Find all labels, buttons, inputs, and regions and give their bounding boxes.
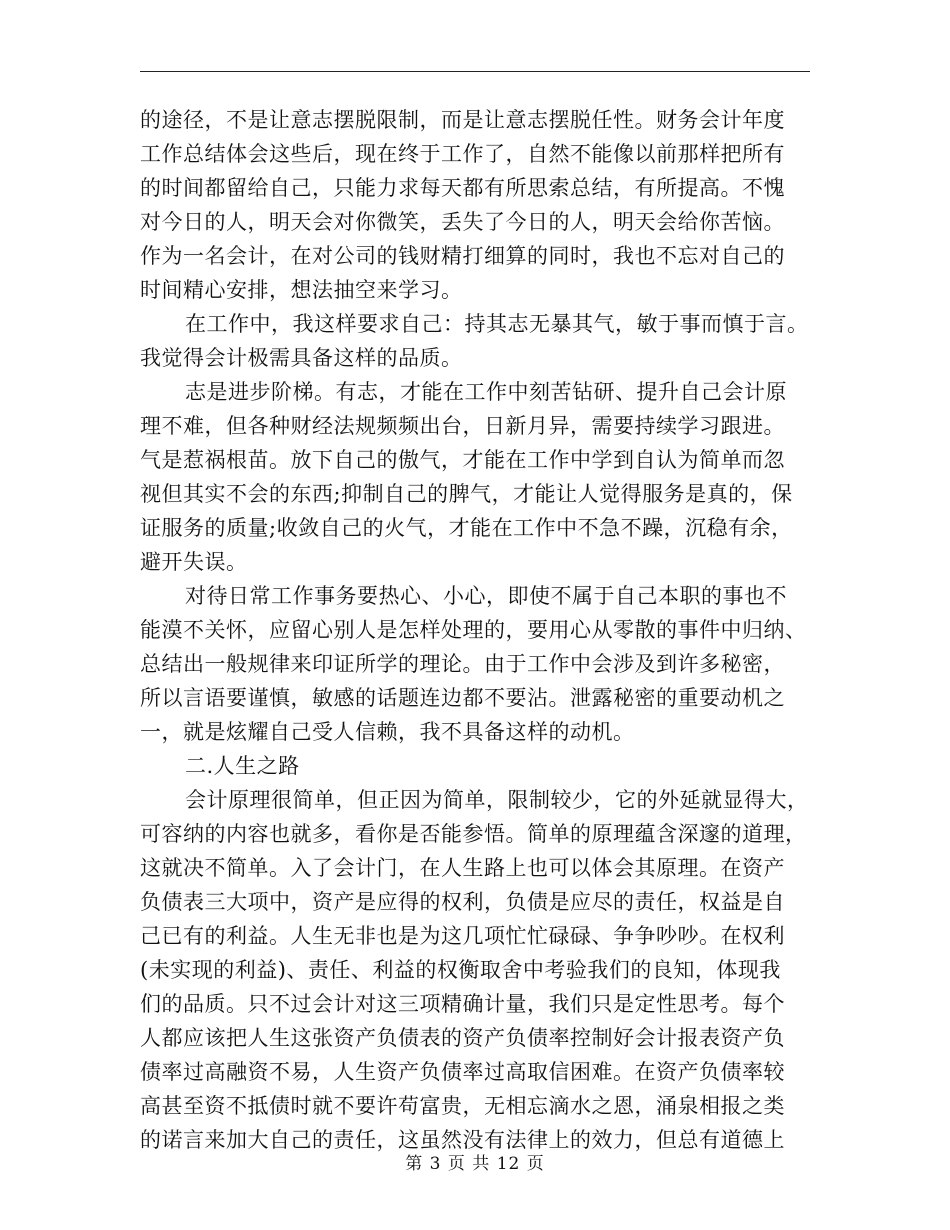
text-line: 时间精心安排，想法抽空来学习。 bbox=[140, 278, 463, 302]
text-line: 己已有的利益。人生无非也是为这几项忙忙碌碌、争争吵吵。在权利 bbox=[140, 924, 785, 948]
document-body bbox=[140, 103, 810, 1157]
text-line: 可容纳的内容也就多，看你是否能参悟。简单的原理蕴含深邃的道理， bbox=[140, 822, 807, 846]
text-line: 作为一名会计，在对公司的钱财精打细算的同时，我也不忘对自己的 bbox=[140, 244, 785, 268]
header-rule bbox=[140, 71, 810, 72]
text-line: 负债表三大项中，资产是应得的权利，负债是应尽的责任，权益是自 bbox=[140, 890, 785, 914]
text-line: 气是惹祸根苗。放下自己的傲气，才能在工作中学到自认为简单而忽 bbox=[140, 448, 785, 472]
text-line: 们的品质。只不过会计对这三项精确计量，我们只是定性思考。每个 bbox=[140, 992, 785, 1016]
text-line: 人都应该把人生这张资产负债表的资产负债率控制好会计报表资产负 bbox=[140, 1026, 785, 1050]
text-line: 理不难，但各种财经法规频频出台，日新月异，需要持续学习跟进。 bbox=[140, 414, 785, 438]
text-line: 工作总结体会这些后，现在终于工作了，自然不能像以前那样把所有 bbox=[140, 142, 785, 166]
text-line: 志是进步阶梯。有志，才能在工作中刻苦钻研、提升自己会计原 bbox=[185, 380, 787, 404]
text-line: 避开失误。 bbox=[140, 550, 248, 574]
page-number: 第 3 页 共 12 页 bbox=[405, 1154, 545, 1174]
text-line: 一，就是炫耀自己受人信赖，我不具备这样的动机。 bbox=[140, 720, 635, 744]
text-line: 我觉得会计极需具备这样的品质。 bbox=[140, 346, 463, 370]
text-line: 的诺言来加大自己的责任，这虽然没有法律上的效力，但总有道德上 bbox=[140, 1128, 785, 1152]
text-line: 会计原理很简单，但正因为简单，限制较少，它的外延就显得大， bbox=[185, 788, 809, 812]
text-line: 证服务的质量;收敛自己的火气，才能在工作中不急不躁，沉稳有余， bbox=[140, 516, 793, 540]
text-line: 的途径，不是让意志摆脱限制，而是让意志摆脱任性。财务会计年度 bbox=[140, 108, 785, 132]
text-line: 这就决不简单。入了会计门，在人生路上也可以体会其原理。在资产 bbox=[140, 856, 785, 880]
text-line: 总结出一般规律来印证所学的理论。由于工作中会涉及到许多秘密， bbox=[140, 652, 785, 676]
text-line: 在工作中，我这样要求自己：持其志无暴其气，敏于事而慎于言。 bbox=[185, 312, 809, 336]
text-line: 高甚至资不抵债时就不要许苟富贵，无相忘滴水之恩，涌泉相报之类 bbox=[140, 1094, 785, 1118]
text-line: 能漠不关怀，应留心别人是怎样处理的，要用心从零散的事件中归纳、 bbox=[140, 618, 807, 642]
text-line: 的时间都留给自己，只能力求每天都有所思索总结，有所提高。不愧 bbox=[140, 176, 785, 200]
text-line: 债率过高融资不易，人生资产负债率过高取信困难。在资产负债率较 bbox=[140, 1060, 785, 1084]
text-line: 视但其实不会的东西;抑制自己的脾气，才能让人觉得服务是真的，保 bbox=[140, 482, 793, 506]
text-line: 对待日常工作事务要热心、小心，即使不属于自己本职的事也不 bbox=[185, 584, 787, 608]
text-line: 对今日的人，明天会对你微笑，丢失了今日的人，明天会给你苦恼。 bbox=[140, 210, 785, 234]
text-line: 所以言语要谨慎，敏感的话题连边都不要沾。泄露秘密的重要动机之 bbox=[140, 686, 785, 710]
text-line: (未实现的利益)、责任、利益的权衡取舍中考验我们的良知，体现我 bbox=[140, 958, 781, 982]
text-line: 二.人生之路 bbox=[185, 754, 300, 778]
